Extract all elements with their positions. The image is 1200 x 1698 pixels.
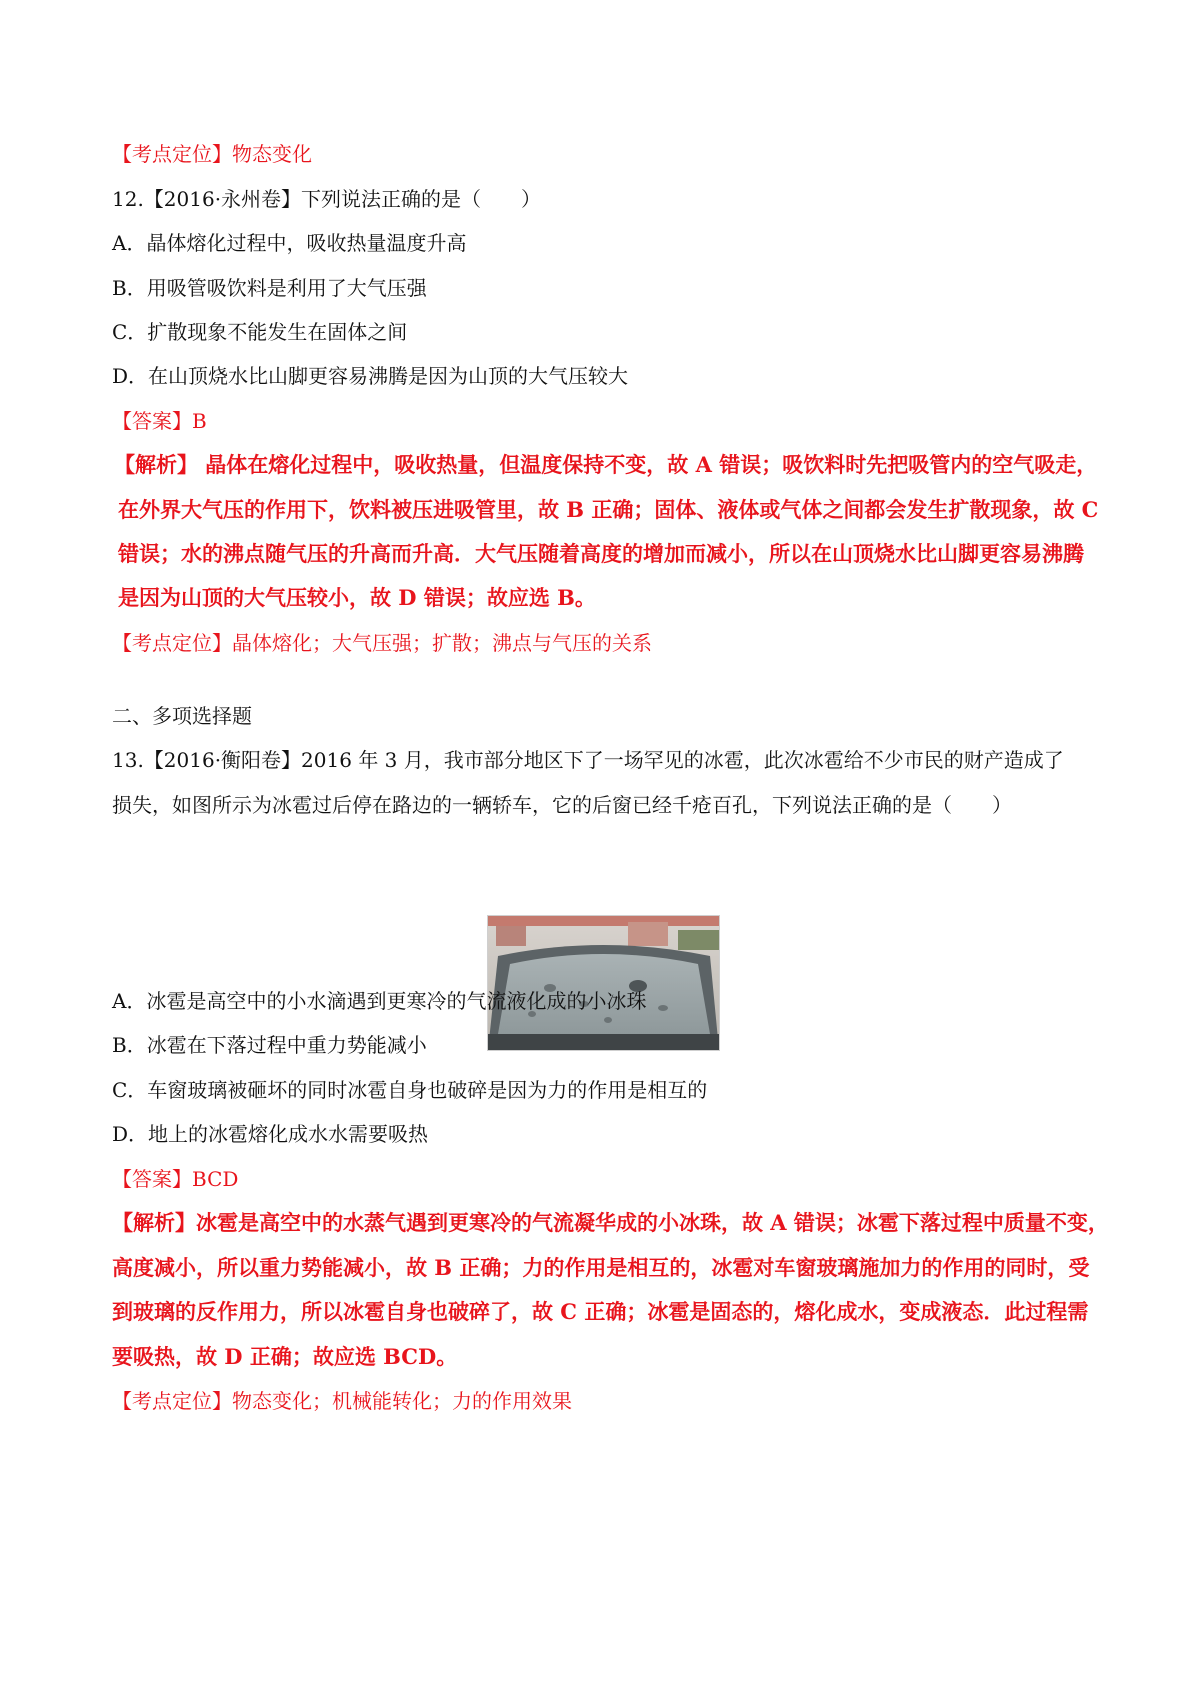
q13-answer: 【答案】BCD <box>112 1167 239 1191</box>
q12-option-a: A．晶体熔化过程中，吸收热量温度升高 <box>112 231 467 255</box>
q12-answer: 【答案】B <box>112 409 207 433</box>
q13-analysis-line-4: 要吸热，故 D 正确；故应选 BCD。 <box>112 1344 458 1369</box>
q13-kaodian: 【考点定位】物态变化；机械能转化；力的作用效果 <box>112 1389 572 1413</box>
section-title: 二、多项选择题 <box>112 704 252 728</box>
q12-analysis-line-3: 错误；水的沸点随气压的升高而升高．大气压随着高度的增加而减小，所以在山顶烧水比山脚更容易沸腾 <box>118 541 1084 566</box>
q13-analysis-line-3: 到玻璃的反作用力，所以冰雹自身也破碎了，故 C 正确；冰雹是固态的，熔化成水，变成液态．此过程需 <box>112 1299 1089 1324</box>
q13-option-b: B．冰雹在下落过程中重力势能减小 <box>112 1033 427 1057</box>
q12-option-d: D．在山顶烧水比山脚更容易沸腾是因为山顶的大气压较大 <box>112 364 629 388</box>
q12-analysis-line-4: 是因为山顶的大气压较小，故 D 错误；故应选 B。 <box>118 585 596 610</box>
q12-analysis-line-1: 【解析】 晶体在熔化过程中，吸收热量，但温度保持不变，故 A 错误；吸饮料时先把吸管内的空气吸走， <box>114 452 1098 477</box>
q13-stem-line-2: 损失，如图所示为冰雹过后停在路边的一辆轿车，它的后窗已经千疮百孔，下列说法正确的是（ ） <box>112 793 1012 817</box>
q13-option-d: D．地上的冰雹熔化成水水需要吸热 <box>112 1122 429 1146</box>
q13-option-c: C．车窗玻璃被砸坏的同时冰雹自身也破碎是因为力的作用是相互的 <box>112 1078 708 1102</box>
q12-stem: 12.【2016·永州卷】下列说法正确的是（ ） <box>112 187 542 211</box>
q13-stem-line-1: 13.【2016·衡阳卷】2016 年 3 月，我市部分地区下了一场罕见的冰雹，此次冰雹给不少市民的财产造成了 <box>112 748 1064 772</box>
q11-kaodian: 【考点定位】物态变化 <box>112 142 312 166</box>
q12-kaodian: 【考点定位】晶体熔化；大气压强；扩散；沸点与气压的关系 <box>112 631 652 655</box>
q12-option-c: C．扩散现象不能发生在固体之间 <box>112 320 408 344</box>
q13-option-a: A．冰雹是高空中的小水滴遇到更寒冷的气流液化成的小冰珠 <box>112 989 647 1013</box>
hail-damaged-car-photo <box>487 915 720 1051</box>
q13-analysis-line-2: 高度减小，所以重力势能减小，故 B 正确；力的作用是相互的，冰雹对车窗玻璃施加力的作用的同时，受 <box>112 1255 1090 1280</box>
q13-analysis-line-1: 【解析】冰雹是高空中的水蒸气遇到更寒冷的气流凝华成的小冰珠，故 A 错误；冰雹下落过程中质量不变， <box>112 1210 1109 1235</box>
q12-option-b: B．用吸管吸饮料是利用了大气压强 <box>112 276 427 300</box>
q12-analysis-line-2: 在外界大气压的作用下，饮料被压进吸管里，故 B 正确；固体、液体或气体之间都会发生扩散现象，故 C <box>118 497 1099 522</box>
